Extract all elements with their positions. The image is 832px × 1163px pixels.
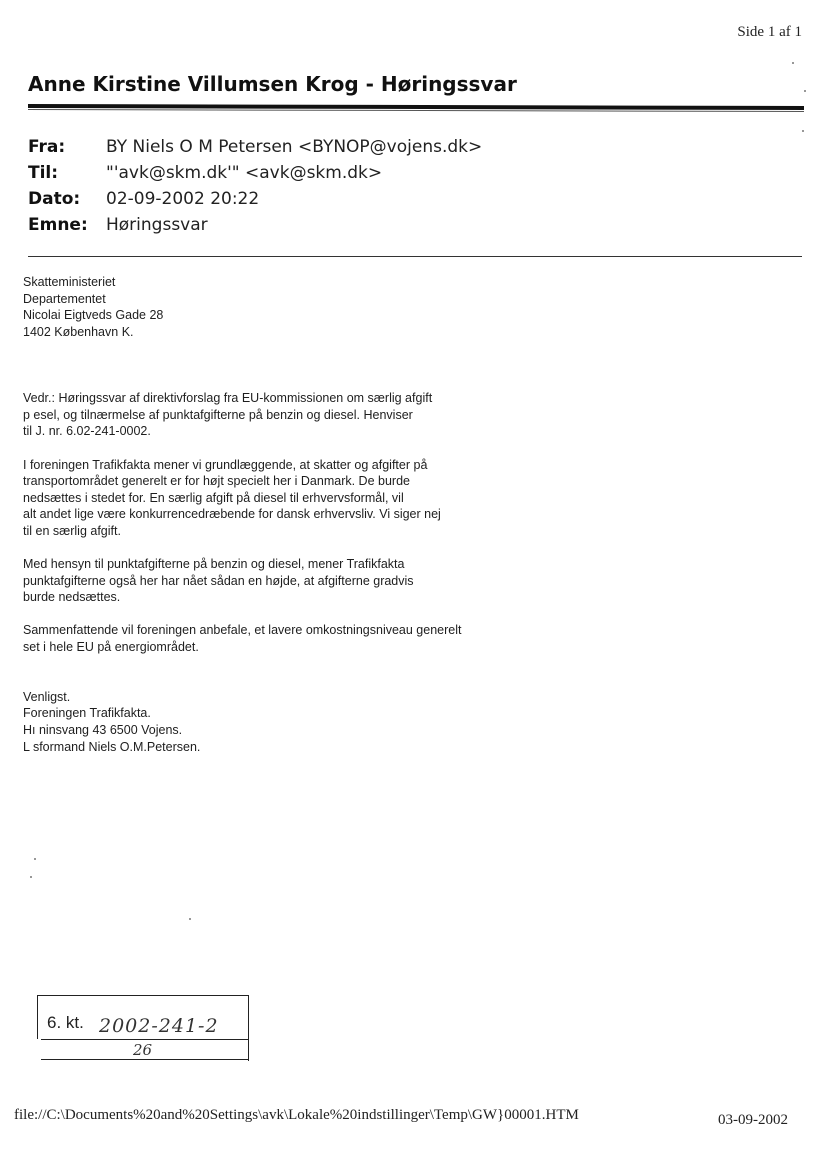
address-line: Departementet	[23, 291, 106, 306]
footer-print-date: 03-09-2002	[718, 1112, 788, 1128]
scan-speck	[30, 876, 32, 878]
header-row-date	[28, 186, 482, 212]
signature-line: Hı ninsvang 43 6500 Vojens.	[23, 723, 183, 738]
vedr-line: Vedr.: Høringssvar af direktivforslag fra EU-kommissionen om særlig afgift	[23, 391, 433, 406]
paragraph-2	[23, 556, 543, 606]
vedr-line: til J. nr. 6.02-241-0002.	[23, 424, 151, 439]
header-label-subject: Emne:	[28, 215, 88, 235]
journal-stamp	[37, 995, 249, 1061]
header-row-from	[28, 134, 482, 160]
vedr-line: p esel, og tilnærmelse af punktafgifterne på benzin og diesel. Henviser	[23, 407, 413, 422]
signature-line: Foreningen Trafikfakta.	[23, 706, 151, 721]
email-title: Anne Kirstine Villumsen Krog - Høringssvar	[28, 72, 517, 96]
scan-speck	[189, 918, 191, 920]
paragraph-line: Med hensyn til punktafgifterne på benzin og diesel, mener Trafikfakta	[23, 557, 405, 572]
header-divider	[28, 256, 802, 257]
header-value-to: "'avk@skm.dk'" <avk@skm.dk>	[106, 163, 383, 183]
scan-speck	[34, 858, 36, 860]
paragraph-line: til en særlig afgift.	[23, 523, 121, 538]
title-divider	[28, 104, 804, 112]
header-value-date: 02-09-2002 20:22	[106, 189, 260, 209]
signature-line: L sformand Niels O.M.Petersen.	[23, 739, 201, 754]
paragraph-line: nedsættes i stedet for. En særlig afgift på diesel til erhvervsformål, vil	[23, 490, 404, 505]
scan-speck	[804, 90, 806, 92]
paragraph-line: set i hele EU på energiområdet.	[23, 640, 199, 655]
header-value-from: BY Niels O M Petersen <BYNOP@vojens.dk>	[106, 137, 483, 157]
scan-speck	[792, 62, 794, 64]
paragraph-line: I foreningen Trafikfakta mener vi grundlæggende, at skatter og afgifter på	[23, 457, 428, 472]
paragraph-line: punktafgifterne også her har nået sådan en højde, at afgifterne gradvis	[23, 573, 414, 588]
footer-file-path: file://C:\Documents%20and%20Settings\avk\Lokale%20indstillinger\Temp\GW}00001.HTM	[14, 1107, 579, 1123]
stamp-handwritten-number: 2002-241-2	[99, 1015, 219, 1037]
scan-speck	[802, 130, 804, 132]
stamp-handwritten-sub: 26	[133, 1041, 153, 1059]
paragraph-line: Sammenfattende vil foreningen anbefale, et lavere omkostningsniveau generelt	[23, 623, 462, 638]
email-header-table	[28, 134, 482, 238]
header-label-date: Dato:	[28, 189, 81, 209]
header-label-to: Til:	[28, 163, 59, 183]
paragraph-3	[23, 622, 543, 655]
stamp-label: 6. kt.	[47, 1013, 84, 1032]
signature-block	[23, 689, 543, 755]
header-label-from: Fra:	[28, 137, 66, 157]
address-line: 1402 København K.	[23, 324, 134, 339]
subject-reference	[23, 390, 543, 440]
page-number: Side 1 af 1	[737, 24, 802, 40]
signature-line: Venligst.	[23, 689, 71, 704]
paragraph-line: alt andet lige være konkurrencedræbende for dansk erhvervsliv. Vi siger nej	[23, 507, 441, 522]
address-line: Nicolai Eigtveds Gade 28	[23, 308, 164, 323]
address-line: Skatteministeriet	[23, 275, 116, 289]
header-row-subject	[28, 212, 482, 238]
paragraph-1	[23, 457, 543, 540]
header-row-to	[28, 160, 482, 186]
paragraph-line: burde nedsættes.	[23, 590, 121, 605]
header-value-subject: Høringssvar	[106, 215, 208, 235]
paragraph-line: transportområdet generelt er for højt specielt her i Danmark. De burde	[23, 474, 410, 489]
recipient-address	[23, 274, 543, 340]
email-body	[23, 274, 543, 755]
